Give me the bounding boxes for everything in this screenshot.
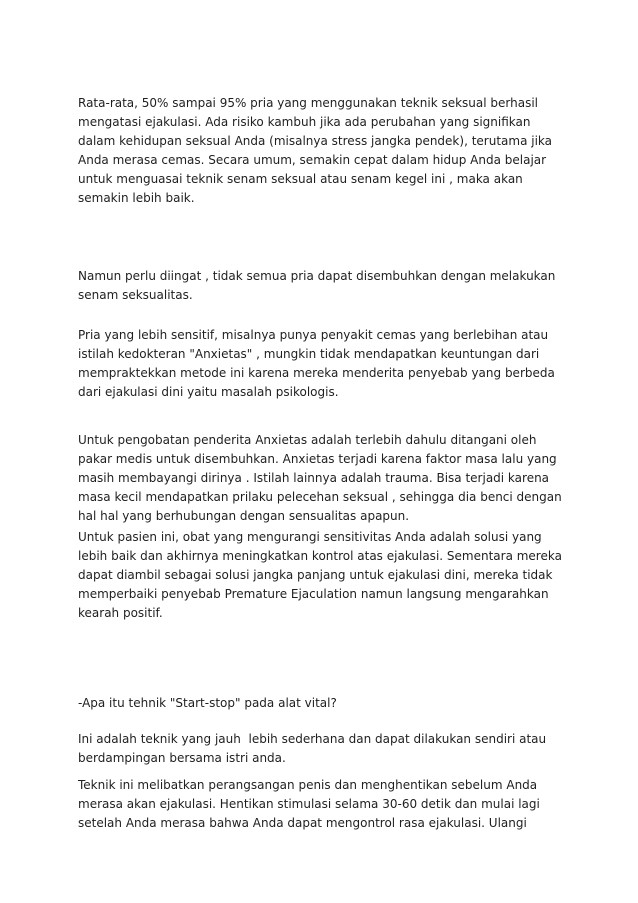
- text-line: berdampingan bersama istri anda.: [78, 751, 286, 765]
- text-line: Namun perlu diingat , tidak semua pria dapat disembuhkan dengan melakukan: [78, 269, 556, 283]
- paragraph-technique-steps: [78, 776, 578, 833]
- text-line: untuk menguasai teknik senam seksual atau senam kegel ini , maka akan: [78, 172, 523, 186]
- text-line: Untuk pengobatan penderita Anxietas adalah terlebih dahulu ditangani oleh: [78, 433, 537, 447]
- text-line: lebih baik dan akhirnya meningkatkan kontrol atas ejakulasi. Sementara mereka: [78, 549, 562, 563]
- text-line: -Apa itu tehnik "Start-stop" pada alat vital?: [78, 696, 337, 710]
- text-line: masa kecil mendapatkan prilaku pelecehan seksual , sehingga dia benci dengan: [78, 490, 562, 504]
- text-line: memperbaiki penyebab Premature Ejaculation namun langsung mengarahkan: [78, 587, 549, 601]
- text-line: dapat diambil sebagai solusi jangka panjang untuk ejakulasi dini, mereka tidak: [78, 568, 553, 582]
- paragraph-medication: [78, 528, 578, 623]
- text-line: semakin lebih baik.: [78, 191, 195, 205]
- section-question-start-stop: [78, 694, 578, 713]
- text-line: Teknik ini melibatkan perangsangan penis dan menghentikan sebelum Anda: [78, 778, 538, 792]
- paragraph-anxietas-treatment: [78, 431, 578, 526]
- text-line: mengatasi ejakulasi. Ada risiko kambuh jika ada perubahan yang signifikan: [78, 115, 531, 129]
- text-line: Rata-rata, 50% sampai 95% pria yang menggunakan teknik seksual berhasil: [78, 96, 538, 110]
- paragraph-success-rate: [78, 94, 578, 208]
- text-line: Ini adalah teknik yang jauh lebih sederhana dan dapat dilakukan sendiri atau: [78, 732, 547, 746]
- text-line: merasa akan ejakulasi. Hentikan stimulasi selama 30-60 detik dan mulai lagi: [78, 797, 540, 811]
- text-line: Anda merasa cemas. Secara umum, semakin cepat dalam hidup Anda belajar: [78, 153, 547, 167]
- text-line: setelah Anda merasa bahwa Anda dapat mengontrol rasa ejakulasi. Ulangi: [78, 816, 527, 830]
- paragraph-technique-intro: [78, 730, 578, 768]
- text-line: senam seksualitas.: [78, 288, 193, 302]
- text-line: masih membayangi dirinya . Istilah lainnya adalah trauma. Bisa terjadi karena: [78, 471, 550, 485]
- text-line: dari ejakulasi dini yaitu masalah psikologis.: [78, 385, 339, 399]
- text-line: Pria yang lebih sensitif, misalnya punya penyakit cemas yang berlebihan atau: [78, 328, 549, 342]
- text-line: pakar medis untuk disembuhkan. Anxietas terjadi karena faktor masa lalu yang: [78, 452, 557, 466]
- text-line: kearah positif.: [78, 606, 163, 620]
- text-line: istilah kedokteran "Anxietas" , mungkin tidak mendapatkan keuntungan dari: [78, 347, 540, 361]
- text-line: hal hal yang berhubungan dengan sensualitas apapun.: [78, 509, 410, 523]
- text-line: mempraktekkan metode ini karena mereka menderita penyebab yang berbeda: [78, 366, 555, 380]
- paragraph-note: [78, 267, 578, 305]
- text-line: dalam kehidupan seksual Anda (misalnya stress jangka pendek), terutama jika: [78, 134, 552, 148]
- paragraph-sensitive-men: [78, 326, 578, 402]
- text-line: Untuk pasien ini, obat yang mengurangi sensitivitas Anda adalah solusi yang: [78, 530, 542, 544]
